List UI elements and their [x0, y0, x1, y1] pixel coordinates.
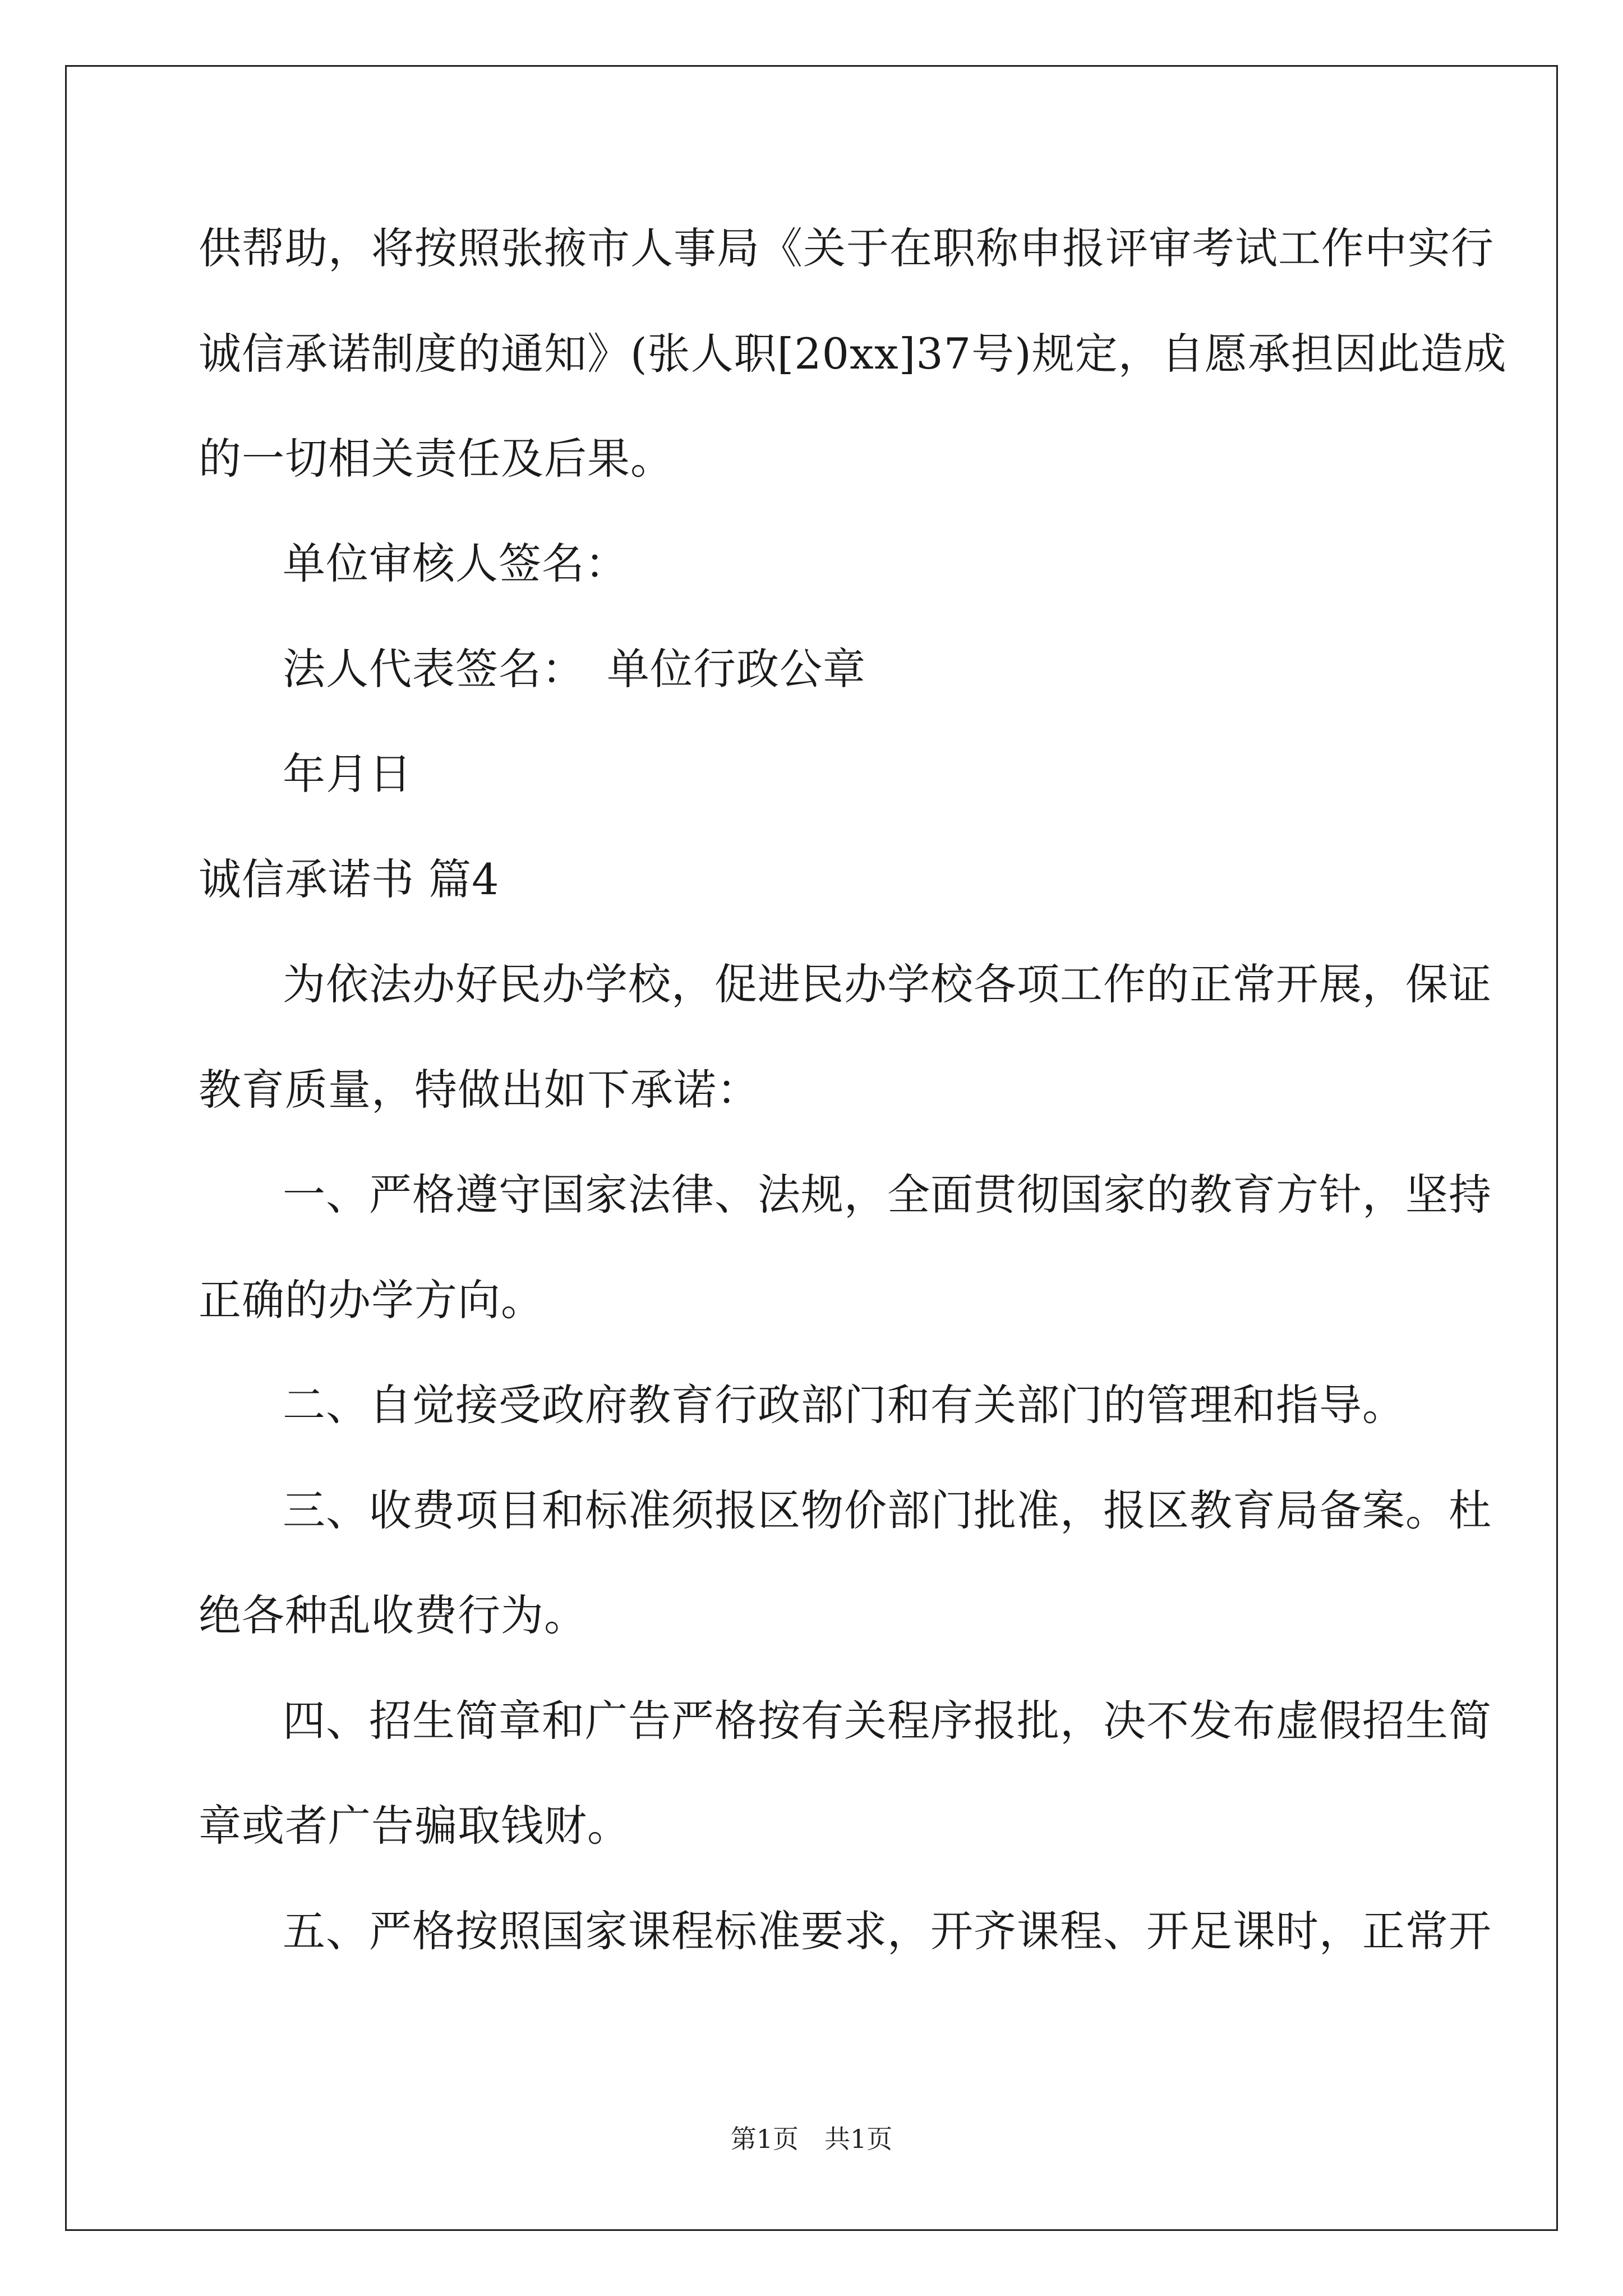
paragraph-line: 为依法办好民办学校，促进民办学校各项工作的正常开展，保证: [283, 959, 1492, 1009]
paragraph-line: 教育质量，特做出如下承诺：: [199, 1065, 760, 1115]
paragraph-line: 三、收费项目和标准须报区物价部门批准，报区教育局备案。杜: [283, 1485, 1492, 1535]
paragraph-line: 绝各种乱收费行为。: [199, 1590, 587, 1640]
paragraph-line: 一、严格遵守国家法律、法规，全面贯彻国家的教育方针，坚持: [283, 1170, 1492, 1220]
paragraph-line: 供帮助，将按照张掖市人事局《关于在职称申报评审考试工作中实行: [199, 223, 1494, 273]
paragraph-line: 五、严格按照国家课程标准要求，开齐课程、开足课时，正常开: [283, 1906, 1492, 1956]
section-heading: 诚信承诺书 篇4: [199, 854, 500, 904]
paragraph-line: 诚信承诺制度的通知》(张人职[20xx]37号)规定，自愿承担因此造成: [199, 329, 1507, 379]
date-line: 年月日: [283, 749, 412, 799]
paragraph-line: 二、自觉接受政府教育行政部门和有关部门的管理和指导。: [283, 1380, 1405, 1430]
paragraph-line: 的一切相关责任及后果。: [199, 434, 674, 484]
page-footer: 第1页 共1页: [730, 2124, 893, 2154]
paragraph-line: 四、招生简章和广告严格按有关程序报批，决不发布虚假招生简: [283, 1696, 1492, 1746]
signature-label-reviewer: 单位审核人签名：: [283, 539, 628, 588]
signature-label-legal-rep: 法人代表签名： 单位行政公章: [283, 644, 866, 694]
paragraph-line: 章或者广告骗取钱财。: [199, 1801, 630, 1851]
paragraph-line: 正确的办学方向。: [199, 1275, 544, 1325]
